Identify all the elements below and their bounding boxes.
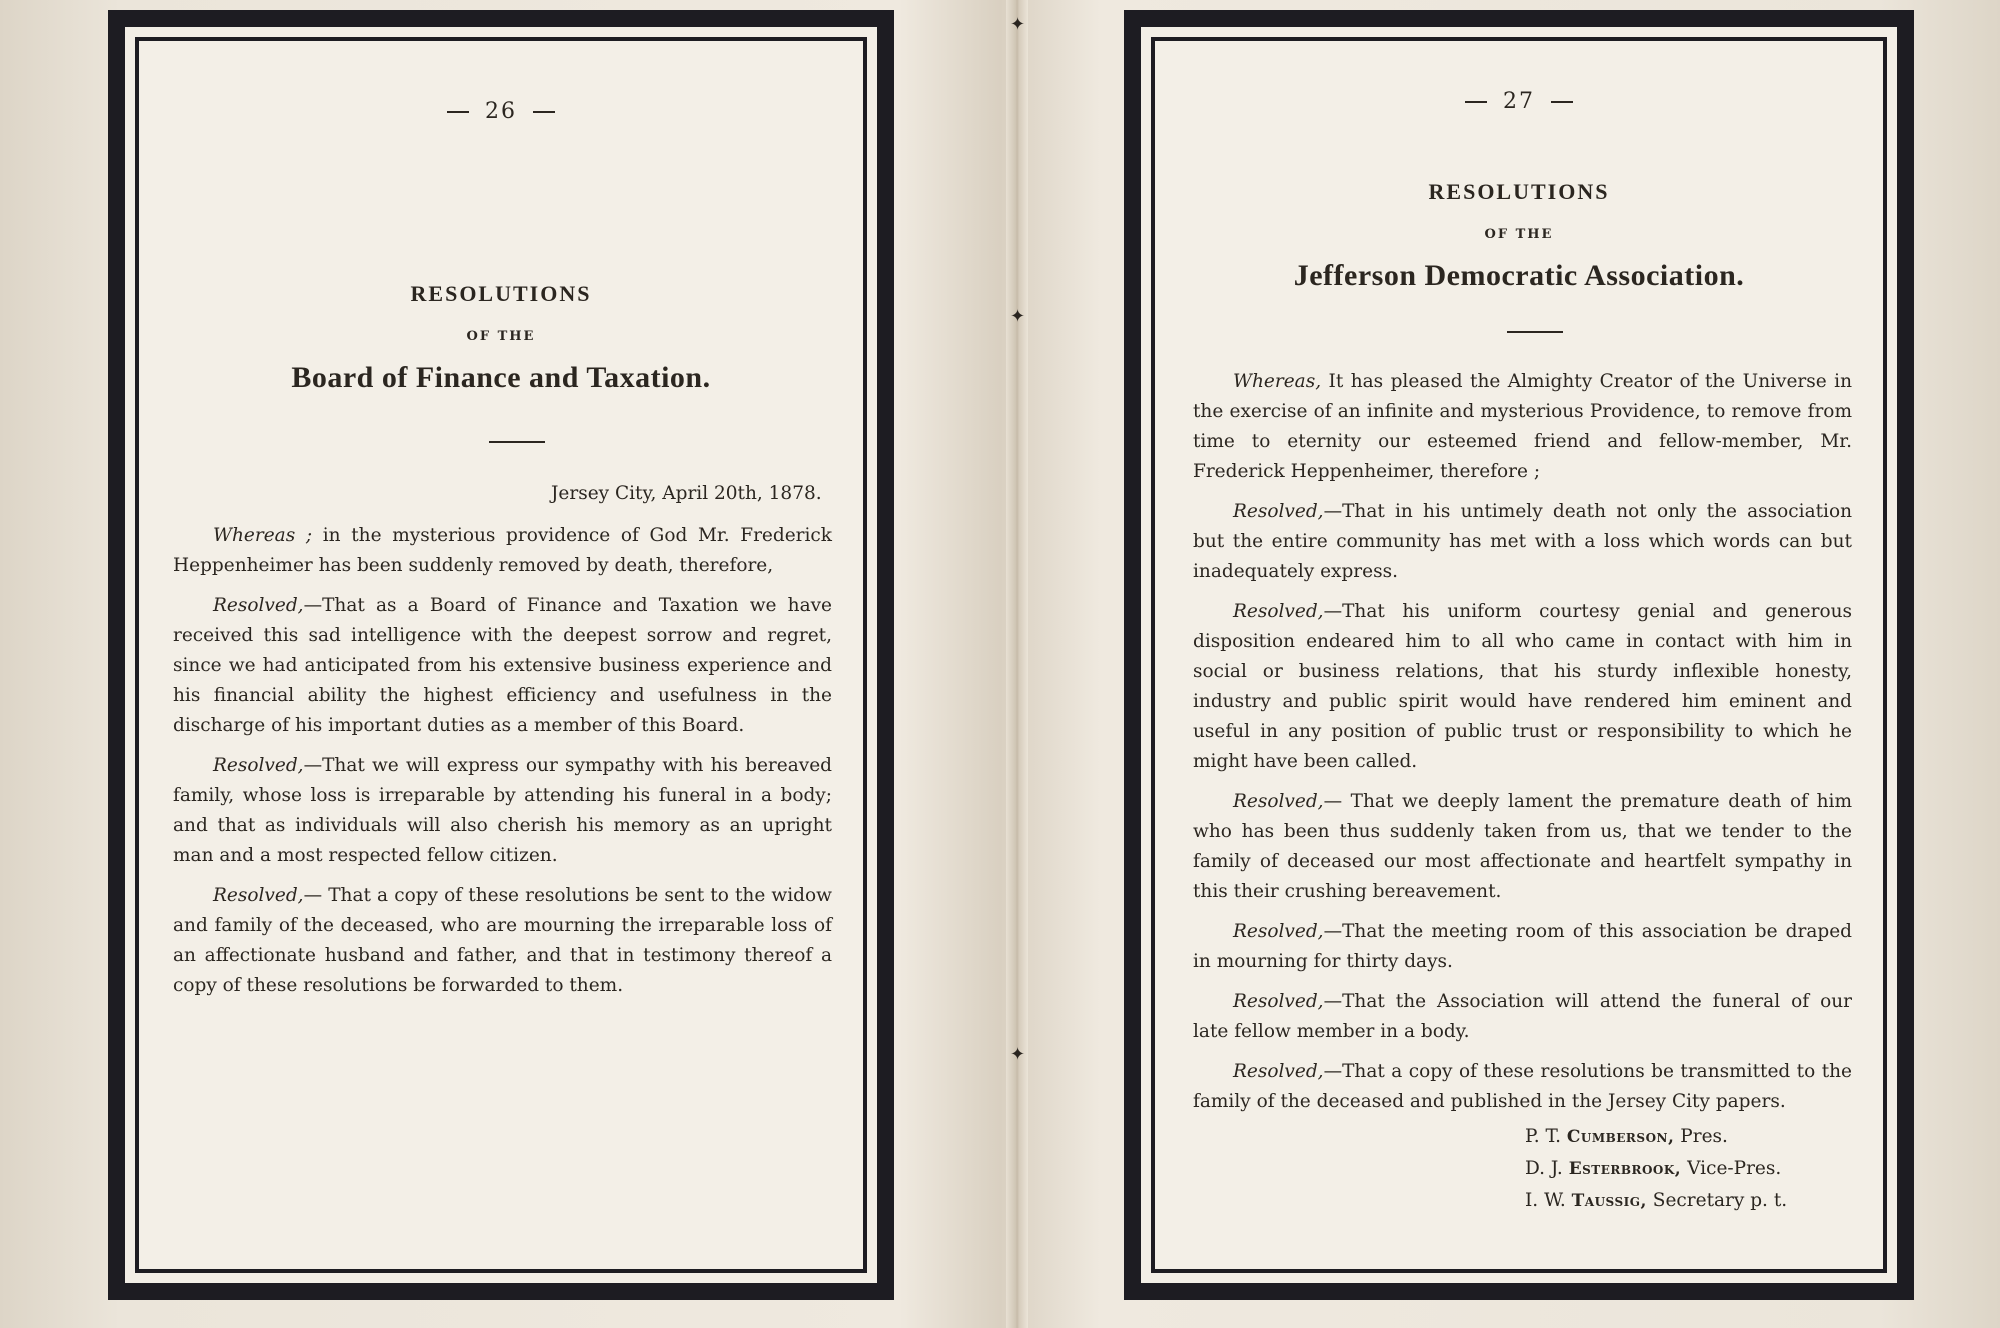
resolutions-text-right — [1193, 367, 1852, 1127]
signatories — [1525, 1121, 1787, 1217]
of-the-label: OF THE — [466, 329, 536, 344]
paragraph-resolved: Resolved,—That we will express our sympathy with his bereaved family, whose loss is irreparable by attending his funeral in a body; and that as individuals will also cherish his memory as an upright man and a most respected fellow citizen. — [173, 755, 832, 866]
paragraph-whereas: Whereas ; in the mysterious providence of God Mr. Frederick Heppenheimer has been suddenly removed by death, therefore, — [173, 525, 833, 576]
right-page — [1124, 10, 1914, 1300]
page-number-text: 26 — [485, 99, 517, 124]
signer-president: P. T. Cumberson, Pres. — [1525, 1126, 1728, 1147]
paragraph-resolved: Resolved,—That the Association will attend the funeral of our late fellow member in a body. — [1193, 991, 1852, 1042]
paragraph-resolved: Resolved,— That we deeply lament the premature death of him who has been thus suddenly taken from us, that we tender to the family of deceased our most affectionate and heartfelt sympathy in this their crushing bereavement. — [1193, 791, 1852, 902]
paragraph-resolved: Resolved,—That a copy of these resolutions be transmitted to the family of the deceased and published in the Jersey City papers. — [1193, 1061, 1852, 1112]
of-the-label: OF THE — [1484, 227, 1554, 242]
binding-stitch: ✦ — [1010, 1044, 1026, 1065]
right-page-inner-frame — [1151, 37, 1887, 1273]
title-divider — [489, 441, 545, 443]
page-number — [139, 99, 863, 124]
book-gutter — [1006, 0, 1028, 1328]
paragraph-resolved: Resolved,—That in his untimely death not only the association but the entire community has met with a loss which words can but inadequately express. — [1193, 501, 1852, 582]
resolutions-heading: RESOLUTIONS — [410, 281, 592, 306]
title-divider — [1507, 331, 1563, 333]
left-page-inner-frame — [135, 37, 867, 1273]
signer-vice-president: D. J. Esterbrook, Vice-Pres. — [1525, 1158, 1782, 1179]
binding-stitch: ✦ — [1010, 14, 1026, 35]
signer-secretary: I. W. Taussig, Secretary p. t. — [1525, 1190, 1788, 1211]
issuing-body-title: Board of Finance and Taxation. — [291, 361, 711, 394]
resolutions-text-left — [173, 521, 832, 1011]
page-number-text: 27 — [1503, 89, 1535, 114]
issuing-body-title: Jefferson Democratic Association. — [1293, 259, 1745, 292]
paragraph-whereas: Whereas, It has pleased the Almighty Creator of the Universe in the exercise of an infinite and mysterious Providence, to remove from time to eternity our esteemed friend and fellow-member, Mr. Frederick Heppenheimer, therefore ; — [1193, 371, 1852, 482]
dateline: Jersey City, April 20th, 1878. — [551, 483, 822, 504]
paragraph-resolved: Resolved,—That the meeting room of this association be draped in mourning for thirty days. — [1193, 921, 1852, 972]
left-page — [108, 10, 894, 1300]
paragraph-resolved: Resolved,—That as a Board of Finance and Taxation we have received this sad intelligence with the deepest sorrow and regret, since we had anticipated from his extensive business experience and his financial ability the highest efficiency and usefulness in the discharge of his important duties as a member of this Board. — [173, 595, 832, 736]
binding-stitch: ✦ — [1010, 306, 1026, 327]
paragraph-resolved: Resolved,—That his uniform courtesy genial and generous disposition endeared him to all who came in contact with him in social or business relations, that his sturdy inflexible honesty, industry and public spirit would have rendered him eminent and useful in any position of public trust or responsibility to which he might have been called. — [1193, 601, 1852, 772]
page-number — [1155, 89, 1883, 114]
resolutions-heading: RESOLUTIONS — [1428, 179, 1610, 204]
paragraph-resolved: Resolved,— That a copy of these resolutions be sent to the widow and family of the deceased, who are mourning the irreparable loss of an affectionate husband and father, and that in testimony thereof a copy of these resolutions be forwarded to them. — [173, 885, 832, 996]
